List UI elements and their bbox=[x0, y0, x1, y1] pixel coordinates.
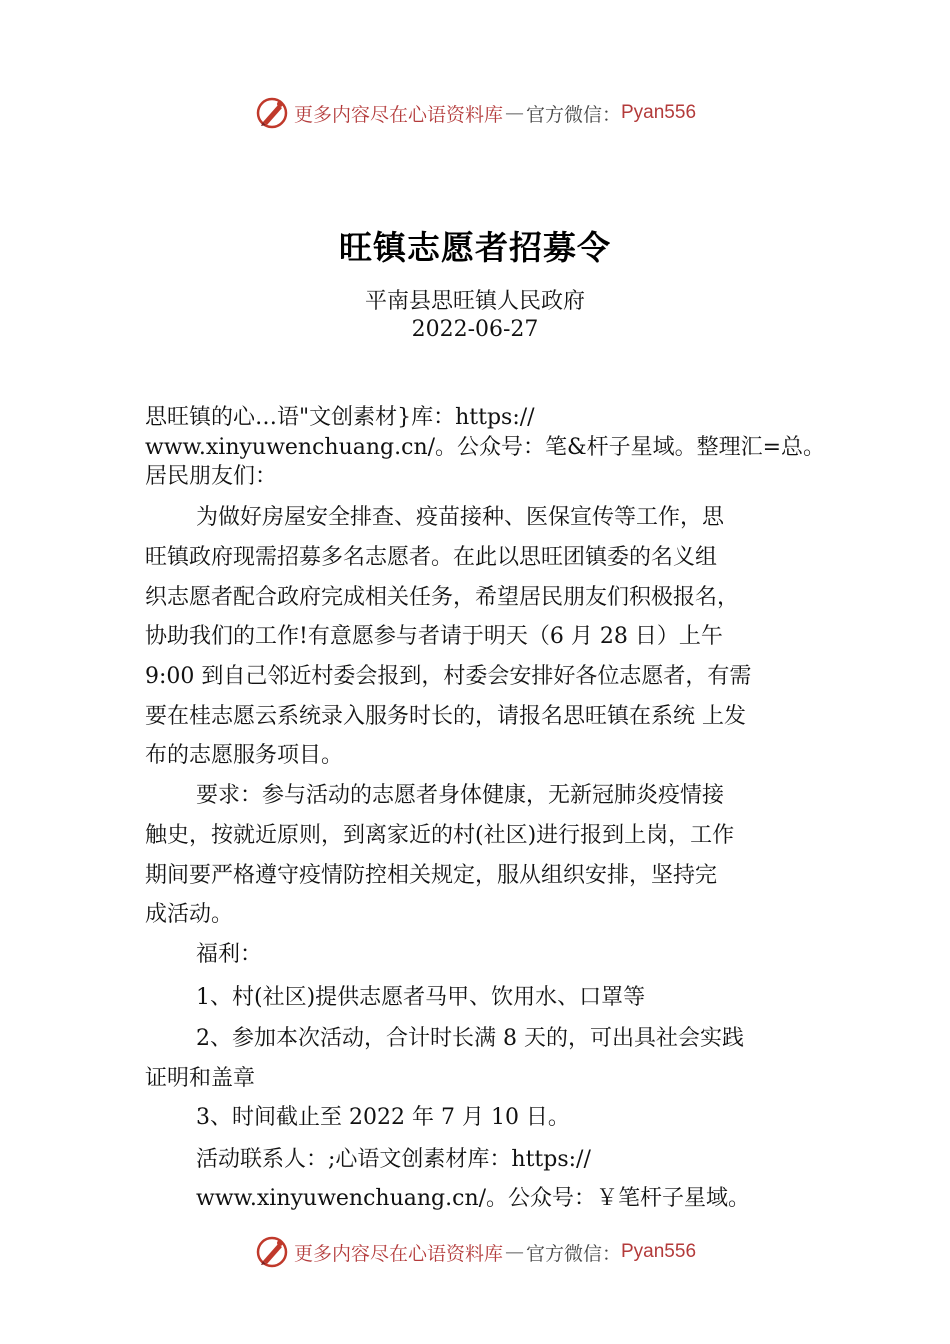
pen-logo-icon bbox=[254, 95, 290, 131]
body-line: 协助我们的工作!有意愿参与者请于明天（6 月 28 日）上午 bbox=[145, 624, 723, 649]
banner-separator: — bbox=[504, 1241, 524, 1263]
body-line: 思旺镇的心…语"文创素材}库：https:// bbox=[145, 405, 535, 430]
document-date: 2022-06-27 bbox=[411, 317, 539, 342]
body-line: 居民朋友们： bbox=[145, 464, 278, 489]
document-title: 旺镇志愿者招募令 bbox=[339, 228, 611, 267]
body-line: 要在桂志愿云系统录入服务时长的，请报名思旺镇在系统 上发 bbox=[145, 704, 746, 729]
body-line: 成活动。 bbox=[145, 902, 234, 927]
banner-text: 更多内容尽在心语资料库 bbox=[293, 1242, 503, 1265]
banner-separator: — bbox=[504, 102, 524, 124]
body-line: 活动联系人：;心语文创素材库：https:// bbox=[196, 1147, 591, 1172]
body-line: 旺镇政府现需招募多名志愿者。在此以思旺团镇委的名义组 bbox=[145, 545, 718, 570]
body-line: 3、时间截止至 2022 年 7 月 10 日。 bbox=[196, 1105, 570, 1130]
banner-wechat-label: 官方微信： bbox=[525, 1242, 621, 1265]
body-line: 布的志愿服务项目。 bbox=[145, 743, 344, 768]
body-line: 要求：参与活动的志愿者身体健康，无新冠肺炎疫情接 bbox=[196, 783, 725, 808]
banner-text: 更多内容尽在心语资料库 bbox=[293, 103, 503, 126]
footer-banner bbox=[0, 1232, 950, 1272]
banner-wechat-label: 官方微信： bbox=[525, 103, 621, 126]
body-line: 织志愿者配合政府完成相关任务，希望居民朋友们积极报名， bbox=[145, 585, 740, 610]
body-line: 1、村(社区)提供志愿者马甲、饮用水、口罩等 bbox=[196, 985, 646, 1010]
body-line: www.xinyuwenchuang.cn/。公众号：笔&杆子星域。整理汇=总。 bbox=[145, 435, 826, 460]
header-banner bbox=[0, 93, 950, 133]
pen-logo-icon bbox=[254, 1234, 290, 1270]
body-line: 证明和盖章 bbox=[145, 1066, 256, 1091]
body-line: 为做好房屋安全排查、疫苗接种、医保宣传等工作，思 bbox=[196, 505, 725, 530]
body-line: www.xinyuwenchuang.cn/。公众号：￥笔杆子星域。 bbox=[196, 1186, 751, 1211]
document-issuer: 平南县思旺镇人民政府 bbox=[364, 289, 585, 314]
banner-wechat-id: Pyan556 bbox=[621, 102, 697, 123]
body-line: 2、参加本次活动，合计时长满 8 天的，可出具社会实践 bbox=[196, 1026, 744, 1051]
body-line: 福利： bbox=[196, 942, 263, 967]
banner-wechat-id: Pyan556 bbox=[621, 1241, 697, 1262]
body-line: 期间要严格遵守疫情防控相关规定，服从组织安排，坚持完 bbox=[145, 863, 718, 888]
body-line: 触史，按就近原则，到离家近的村(社区)进行报到上岗，工作 bbox=[145, 823, 735, 848]
body-line: 9:00 到自己邻近村委会报到，村委会安排好各位志愿者，有需 bbox=[145, 664, 752, 689]
